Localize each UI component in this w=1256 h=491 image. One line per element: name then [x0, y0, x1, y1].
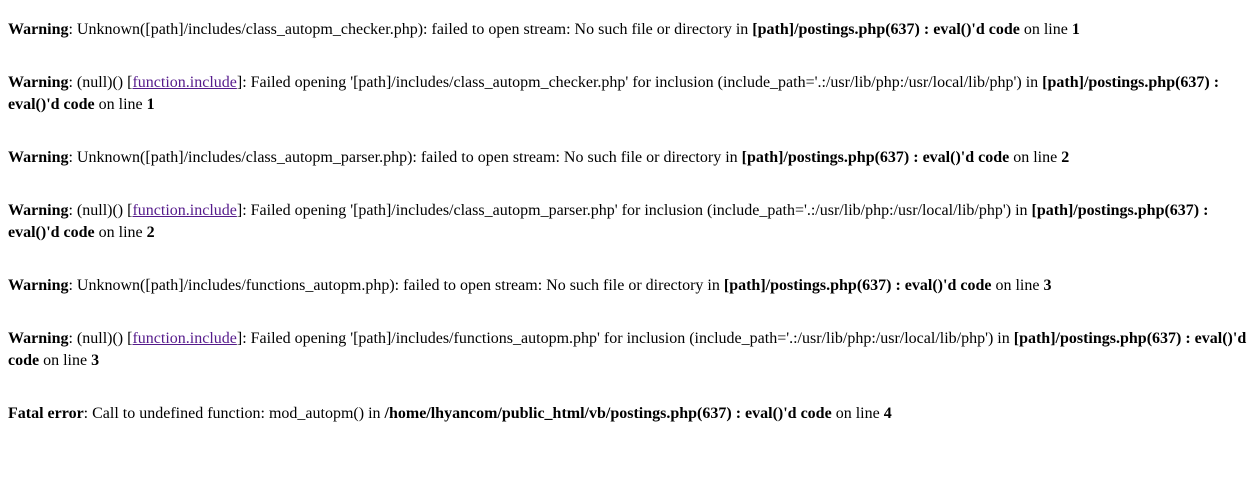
- file-path: [path]/postings.php(637) : eval()'d code: [752, 21, 1020, 38]
- warning-message: [8, 19, 1248, 41]
- file-path: [path]/postings.php(637) : eval()'d code: [723, 277, 992, 294]
- function-include-link[interactable]: function.include: [132, 330, 237, 347]
- warning-label: Warning: [8, 330, 69, 347]
- message-text: ]: Failed opening '[path]/includes/class_autopm_checker.php' for inclusion (include_path='.:/usr/lib/php:/usr/local/lib/php') in: [236, 74, 1043, 91]
- fatal-error-message: [8, 403, 1248, 425]
- message-text: ]: Failed opening '[path]/includes/functions_autopm.php' for inclusion (include_path='.:/usr/lib/php:/usr/local/lib/php') in: [236, 330, 1014, 347]
- line-number: 2: [1061, 149, 1070, 166]
- message-prefix: (null)() [: [76, 202, 133, 219]
- on-line-text: on line: [94, 96, 147, 113]
- warning-message: [8, 200, 1248, 244]
- warning-label: Warning: [8, 277, 69, 294]
- message-text: Unknown([path]/includes/functions_autopm.php): failed to open stream: No such file or directory in: [76, 277, 724, 294]
- warning-message: [8, 72, 1248, 116]
- on-line-text: on line: [831, 405, 884, 422]
- file-path: /home/lhyancom/public_html/vb/postings.php(637) : eval()'d code: [384, 405, 832, 422]
- separator: :: [68, 202, 77, 219]
- line-number: 3: [91, 352, 100, 369]
- warning-message: [8, 328, 1248, 372]
- message-prefix: (null)() [: [76, 74, 133, 91]
- file-path: [path]/postings.php(637) : eval()'d code: [8, 74, 1220, 113]
- separator: :: [68, 149, 77, 166]
- warning-label: Warning: [8, 149, 69, 166]
- on-line-text: on line: [94, 224, 147, 241]
- separator: :: [68, 74, 77, 91]
- warning-message: [8, 147, 1248, 169]
- fatal-error-label: Fatal error: [8, 405, 84, 422]
- message-text: Unknown([path]/includes/class_autopm_checker.php): failed to open stream: No such file or directory in: [76, 21, 753, 38]
- separator: :: [68, 21, 77, 38]
- line-number: 4: [883, 405, 892, 422]
- message-text: Unknown([path]/includes/class_autopm_parser.php): failed to open stream: No such file or directory in: [76, 149, 742, 166]
- function-include-link[interactable]: function.include: [132, 74, 237, 91]
- warning-label: Warning: [8, 21, 69, 38]
- message-text: Call to undefined function: mod_autopm() in: [92, 405, 385, 422]
- file-path: [path]/postings.php(637) : eval()'d code: [8, 202, 1209, 241]
- warning-label: Warning: [8, 74, 69, 91]
- file-path: [path]/postings.php(637) : eval()'d code: [741, 149, 1010, 166]
- file-path: [path]/postings.php(637) : eval()'d code: [8, 330, 1247, 369]
- line-number: 2: [146, 224, 155, 241]
- line-number: 1: [146, 96, 155, 113]
- message-text: ]: Failed opening '[path]/includes/class_autopm_parser.php' for inclusion (include_path='.:/usr/lib/php:/usr/local/lib/php') in: [236, 202, 1032, 219]
- function-include-link[interactable]: function.include: [132, 202, 237, 219]
- on-line-text: on line: [991, 277, 1044, 294]
- separator: :: [68, 277, 77, 294]
- warning-message: [8, 275, 1248, 297]
- on-line-text: on line: [39, 352, 92, 369]
- warning-label: Warning: [8, 202, 69, 219]
- line-number: 3: [1043, 277, 1052, 294]
- on-line-text: on line: [1009, 149, 1062, 166]
- message-prefix: (null)() [: [76, 330, 133, 347]
- separator: :: [83, 405, 93, 422]
- line-number: 1: [1071, 21, 1080, 38]
- separator: :: [68, 330, 77, 347]
- on-line-text: on line: [1019, 21, 1072, 38]
